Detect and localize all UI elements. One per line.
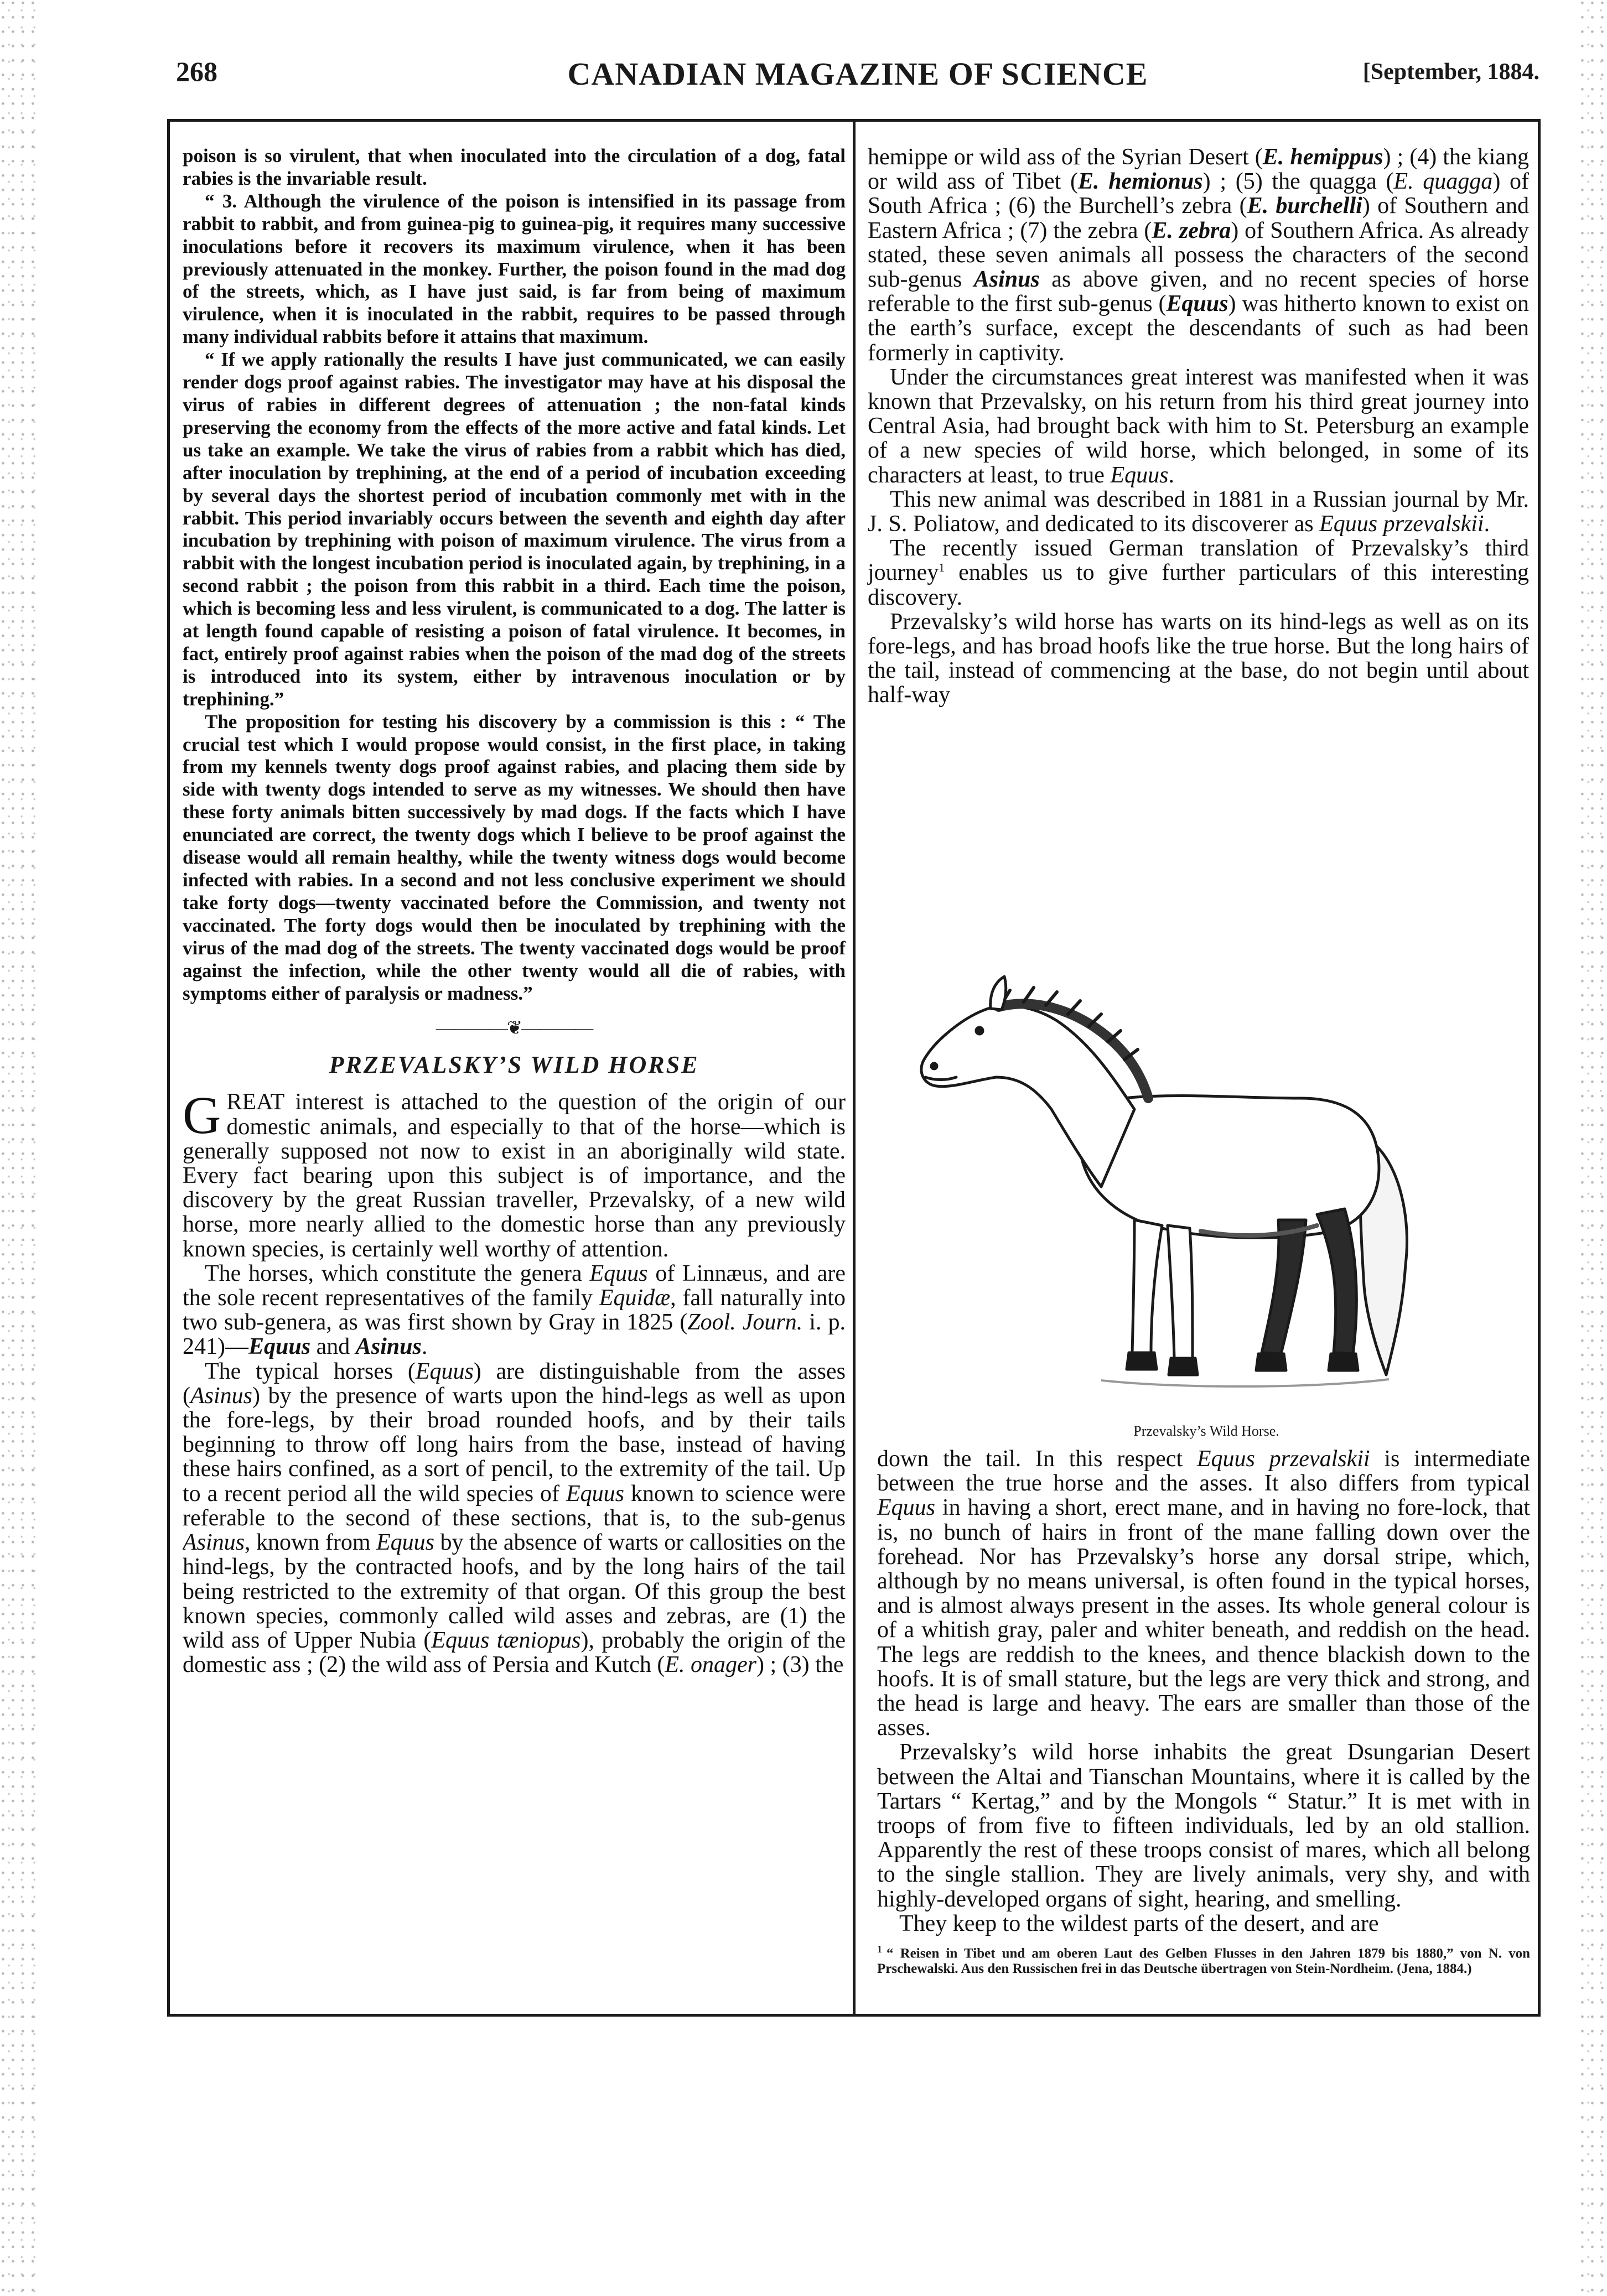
article-paragraph: [877, 1447, 1530, 1740]
text-run: and: [310, 1334, 356, 1360]
scan-edge-right: [1579, 0, 1607, 2296]
quote-paragraph: “ 3. Although the virulence of the poison is intensified in its passage from rabbit to rabbit, and from guinea-pig to guinea-pig, it requires many successive inoculations before it recovers its maximum virulence, when it has been previously attenuated in the monkey. Further, the poison found in the mad dog of the streets, which, as I have just said, is far from being of maximum virulence, when it is inoculated in the rabbit, requires to be passed through many individual rabbits before it attains that maximum.: [183, 190, 846, 348]
text-run: .: [1484, 511, 1490, 537]
right-column-bottom: [877, 1447, 1530, 1977]
scientific-name: Equus: [589, 1260, 648, 1286]
section-divider: ————❦————: [436, 1018, 593, 1039]
issue-date: [September, 1884.: [1362, 59, 1539, 85]
column-rule: [853, 119, 856, 2017]
text-run: .: [1168, 462, 1174, 488]
left-column: [183, 145, 846, 1998]
quote-paragraph: poison is so virulent, that when inoculated into the circulation of a dog, fatal rabies is the invariable result.: [183, 145, 846, 189]
text-run: ) of Southern and Eastern Africa ; (7) the zebra (: [868, 193, 1529, 243]
scientific-name: E. hemionus: [1077, 169, 1203, 195]
scientific-name: Asinus: [190, 1383, 253, 1409]
article-paragraph: Przevalsky’s wild horse has warts on its hind-legs as well as on its fore-legs, and has broad hoofs like the true horse. But the long hairs of the tail, instead of commencing at the base, do not begin until about half-way: [868, 609, 1529, 708]
page-number: 268: [176, 56, 217, 87]
text-run: The recently issued German translation of Przevalsky’s third journey: [868, 536, 1529, 586]
text-run: ) was hitherto known to exist on the earth’s surface, except the descendants of such as had been formerly in captivity.: [868, 291, 1529, 366]
article-paragraph: [868, 487, 1529, 536]
scientific-name: E. quagga: [1393, 169, 1493, 195]
scientific-name: Equus: [1110, 462, 1169, 488]
article-paragraph: [868, 365, 1529, 487]
footnote-reference: 1: [939, 560, 945, 575]
scientific-name: Equus: [877, 1495, 935, 1521]
article-paragraph: Przevalsky’s wild horse inhabits the great Dsungarian Desert between the Altai and Tianschan Mountains, where it is called by the Tartars “ Kertag,” and by the Mongols “ Statur.” It is met with in troops of from five to fifteen individuals, led by an old stallion. Apparently the rest of these troops consist of mares, which all belong to the single stallion. They are lively animals, very shy, and with highly-developed organs of sight, hearing, and smelling.: [877, 1739, 1530, 1912]
article-paragraph: They keep to the wildest parts of the desert, and are: [899, 1910, 1379, 1936]
text-run: is intermediate between the true horse and the asses. It also differs from typical: [877, 1446, 1530, 1497]
footnote: [877, 1941, 1530, 1977]
drop-cap: G: [183, 1085, 221, 1145]
text-run: ) of South Africa ; (6) the Burchell’s zebra (: [868, 169, 1530, 219]
scientific-name: Equus: [1166, 291, 1228, 317]
text-run: The horses, which constitute the genera: [205, 1260, 590, 1286]
text-run: , known from: [245, 1530, 377, 1556]
text-run: , fall naturally into two sub-genera, as was first shown by Gray in 1825 (: [183, 1285, 846, 1336]
text-run: in having a short, erect mane, and in having no fore-lock, that is, no bunch of hairs in front of the mane falling down over the forehead. Nor has Przevalsky’s horse any dorsal stripe, which, although by no means universal, is often found in the typical horses, and is almost always present in the asses. Its whole general colour is of a whitish gray, paler and whiter beneath, and reddish on the head. The legs are reddish to the knees, and thence blackish down to the hoofs. It is of small stature, but the legs are very thick and strong, and the head is large and heavy. The ears are smaller than those of the asses.: [877, 1495, 1530, 1741]
magazine-title: CANADIAN MAGAZINE OF SCIENCE: [567, 56, 1148, 92]
text-run: enables us to give further particulars of this interesting discovery.: [868, 560, 1529, 610]
text-run: ) by the presence of warts upon the hind-legs as well as upon the fore-legs, by their broad rounded hoofs, and by their tails beginning to throw off long hairs from the base, instead of having these hairs confined, as a sort of pencil, to the extremity of the tail. Up to a recent period all the wild species of: [183, 1383, 846, 1507]
scientific-name: Equidæ: [599, 1285, 671, 1311]
scientific-name: Equus tæniopus: [431, 1627, 581, 1653]
scientific-name: Asinus: [355, 1334, 422, 1360]
text-run: i. p. 241)—: [183, 1310, 846, 1360]
scientific-name: Equus: [566, 1481, 624, 1507]
scientific-name: Equus: [248, 1334, 311, 1360]
paragraph-text: REAT interest is attached to the question of the origin of our domestic animals, and especially to that of the horse—which is generally supposed not now to exist in an aboriginally wild state. Every fact bearing upon this subject is of importance, and the discovery by the great Russian traveller, Przevalsky, of a new wild horse, more nearly allied to the domestic horse than any previously known species, is certainly well worthy of attention.: [183, 1089, 846, 1262]
article-paragraph: [868, 536, 1529, 610]
text-run: hemippe or wild ass of the Syrian Desert (: [868, 144, 1263, 170]
scientific-name: E. hemippus: [1262, 144, 1383, 170]
page-header: [176, 55, 1539, 100]
text-run: The typical horses (: [205, 1358, 416, 1384]
text-run: ) are distinguishable from the asses (: [183, 1358, 846, 1409]
text-run: ) ; (5) the quagga (: [1202, 169, 1394, 195]
scientific-name: Equus: [376, 1530, 435, 1556]
article-paragraph: [868, 145, 1529, 365]
text-run: ) ; (4) the kiang or wild ass of Tibet (: [868, 144, 1529, 195]
article-paragraph: [183, 1085, 846, 1262]
scientific-name: E. burchelli: [1247, 193, 1362, 219]
text-run: by the absence of warts or callosities on the hind-legs, by the contracted hoofs, and by the long hairs of the tail being restricted to the extremity of that organ. Of this group the best known species, commonly called wild asses and zebras, are (1) the wild ass of Upper Nubia (: [183, 1530, 846, 1653]
article-title: PRZEVALSKY’S WILD HORSE: [329, 1051, 699, 1079]
scientific-name: Equus przevalskii: [1319, 511, 1484, 537]
scientific-name: E. zebra: [1152, 217, 1231, 243]
quote-paragraph: The proposition for testing his discovery by a commission is this : “ The crucial test which I would propose would consist, in the first place, in taking from my kennels twenty dogs proof against rabies, and placing them side by side with twenty dogs intended to serve as my witnesses. We should then have these forty animals bitten successively by mad dogs. If the facts which I have enunciated are correct, the twenty dogs which I believe to be proof against the disease would all remain healthy, while the twenty witness dogs would become infected with rabies. In a second and not less conclusive experiment we should take forty dogs—twenty vaccinated before the Commission, and twenty not vaccinated. The forty dogs would then be inoculated by trephining with the virus of the mad dog of the streets. The twenty vaccinated dogs would be proof against the infection, while the other twenty would all die of rabies, with symptoms either of paralysis or madness.”: [183, 710, 846, 1004]
text-run: of Linnæus, and are the sole recent representatives of the family: [183, 1260, 846, 1311]
scientific-name: Asinus: [973, 267, 1040, 293]
scan-edge-left: [0, 0, 39, 2296]
text-run: ) ; (3) the: [756, 1652, 844, 1678]
text-run: .: [421, 1334, 428, 1360]
scientific-name: Asinus: [183, 1530, 245, 1556]
horse-illustration: [891, 932, 1522, 1408]
text-run: ), probably the origin of the domestic ass ; (2) the wild ass of Persia and Kutch (: [183, 1627, 846, 1678]
text-run: Under the circumstances great interest was manifested when it was known that Przevalsky, on his return from his third great journey into Central Asia, had brought back with him to St. Petersburg an example of a new species of wild horse, which belonged, in some of its characters at least, to true: [868, 364, 1529, 488]
footnote-mark: 1: [877, 1944, 882, 1955]
quote-paragraph: “ If we apply rationally the results I have just communicated, we can easily render dogs proof against rabies. The investigator may have at his disposal the virus of rabies in different degrees of attenuation ; the non-fatal kinds preserving the economy from the effects of the more active and fatal kinds. Let us take an example. We take the virus of rabies from a rabbit which has died, after inoculation by trephining, at the end of a period of incubation exceeding by several days the shortest period of incubation commonly met with in the rabbit. This period invariably occurs between the seventh and eighth day after incubation by trephining with poison of maximum virulence. The virus from a rabbit with the longest incubation period is inoculated again, by trephining, in a second rabbit ; the poison from this rabbit in a third. Each time the poison, which is becoming less and less virulent, is communicated to a dog. The latter is at length found capable of resisting a poison of fatal virulence. It becomes, in fact, entirely proof against rabies when the poison of the mad dog of the streets is introduced into its system, either by intravenous inoculation or by trephining.”: [183, 349, 846, 710]
figure-caption: Przevalsky’s Wild Horse.: [1133, 1423, 1279, 1439]
text-run: known to science were referable to the second of these sections, that is, to the sub-genus: [183, 1481, 846, 1531]
scientific-name: Equus: [415, 1358, 474, 1384]
text-run: down the tail. In this respect: [877, 1446, 1197, 1472]
text-run: This new animal was described in 1881 in a Russian journal by Mr. J. S. Poliatow, and dedicated to its discoverer as: [868, 486, 1529, 537]
text-run: ) of Southern Africa. As already stated, these seven animals all possess the characters of the second sub-genus: [868, 217, 1529, 293]
article-paragraph: [183, 1261, 846, 1359]
article-paragraph: [183, 1359, 846, 1677]
footnote-text: “ Reisen in Tibet und am oberen Laut des Gelben Flusses in den Jahren 1879 bis 1880,” von N. von Prschewalski. Aus den Russischen frei in das Deutsche übertragen von Stein-Nordheim. (Jena, 1884.): [877, 1946, 1530, 1977]
citation: Zool. Journ.: [687, 1310, 803, 1336]
right-column-top: [868, 145, 1529, 708]
scientific-name: Equus przevalskii: [1196, 1446, 1370, 1472]
text-run: as above given, and no recent species of horse referable to the first sub-genus (: [868, 267, 1530, 317]
figure: [891, 932, 1522, 1441]
scientific-name: E. onager: [665, 1652, 756, 1678]
